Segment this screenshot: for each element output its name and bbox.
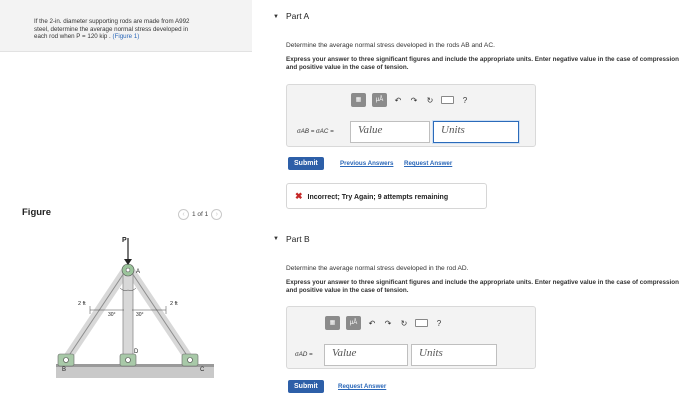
pin-b — [64, 358, 69, 363]
help-icon[interactable]: ? — [436, 318, 442, 328]
figure-link[interactable]: (Figure 1) — [112, 33, 140, 41]
label-a: A — [136, 269, 141, 275]
label-d: D — [134, 349, 139, 355]
part-a-submit-button[interactable]: Submit — [288, 157, 324, 170]
part-a-instruction: Express your answer to three significant figures and include the appropriate units. Enter negative value in the case of compression and positive value in the case of tension. — [286, 56, 679, 71]
keyboard-icon[interactable] — [441, 96, 454, 104]
part-a-request-answer-link[interactable]: Request Answer — [404, 160, 453, 167]
label-b: B — [62, 367, 67, 373]
figure-heading: Figure — [22, 207, 52, 218]
greek-symbols-button[interactable]: μÅ — [346, 316, 361, 330]
joint-a-pin — [126, 268, 130, 272]
redo-icon[interactable]: ↷ — [384, 318, 392, 328]
part-a-collapse-icon[interactable]: ▼ — [273, 14, 279, 20]
truss-figure — [50, 232, 220, 382]
problem-text-line-1: If the 2-in. diameter supporting rods are made from A992 — [34, 18, 190, 25]
label-c: C — [200, 367, 205, 373]
templates-icon[interactable]: ▦ — [351, 93, 366, 107]
keyboard-icon[interactable] — [415, 319, 428, 327]
problem-text-line-2: steel, determine the average normal stress developed in — [34, 25, 189, 33]
label-left-len: 2 ft — [78, 301, 86, 307]
redo-icon[interactable]: ↷ — [410, 95, 418, 105]
part-b-answer-box — [286, 306, 536, 369]
figure-pager — [178, 209, 222, 220]
part-b-submit-button[interactable]: Submit — [288, 380, 324, 393]
load-arrow-head — [124, 259, 132, 265]
help-icon[interactable]: ? — [462, 95, 468, 105]
part-b-request-answer-link[interactable]: Request Answer — [338, 383, 387, 390]
part-b-collapse-icon[interactable]: ▼ — [273, 236, 279, 242]
part-b-question: Determine the average normal stress developed in the rod AD. — [286, 265, 469, 272]
pin-d — [126, 358, 131, 363]
part-b-value-input[interactable]: Value — [324, 344, 408, 366]
part-b-toolbar — [325, 316, 444, 330]
part-a-feedback-text: Incorrect; Try Again; 9 attempts remaining — [307, 194, 449, 201]
rod-ad — [123, 272, 133, 362]
chevron-right-icon[interactable]: › — [211, 209, 222, 220]
part-b-instruction: Express your answer to three significant figures and include the appropriate units. Enter negative value in the case of compression and positive value in the case of tension. — [286, 279, 679, 294]
part-b-title[interactable]: Part B — [286, 234, 310, 244]
part-b-variable-label: σAD = — [295, 351, 313, 358]
chevron-left-icon[interactable]: ‹ — [178, 209, 189, 220]
templates-icon[interactable]: ▦ — [325, 316, 340, 330]
part-a-toolbar — [351, 93, 470, 107]
problem-text-line-3-text: each rod when P = 120 kip . — [34, 33, 111, 41]
label-right-len: 2 ft — [170, 301, 178, 307]
label-right-angle: 30° — [136, 312, 144, 318]
problem-panel — [0, 0, 252, 407]
part-a-feedback — [286, 183, 487, 209]
label-left-angle: 30° — [108, 312, 116, 318]
rod-ab-edge — [66, 270, 126, 360]
part-a-value-input[interactable]: Value — [350, 121, 430, 143]
part-a-units-input[interactable]: Units — [433, 121, 519, 143]
pin-c — [188, 358, 193, 363]
problem-text-line-3 — [34, 33, 252, 41]
greek-symbols-button[interactable]: μÅ — [372, 93, 387, 107]
problem-statement — [0, 0, 252, 52]
part-a-answer-box — [286, 84, 536, 147]
undo-icon[interactable]: ↶ — [368, 318, 376, 328]
ground — [56, 366, 214, 378]
part-a-previous-answers-link[interactable]: Previous Answers — [340, 160, 394, 167]
label-p: P — [122, 237, 127, 244]
part-a-variable-label: σAB = σAC = — [297, 128, 334, 135]
part-a-question: Determine the average normal stress developed in the rods AB and AC. — [286, 42, 495, 49]
reset-icon[interactable]: ↻ — [400, 318, 408, 328]
incorrect-x-icon: ✖ — [295, 191, 303, 201]
part-a-title[interactable]: Part A — [286, 11, 310, 21]
figure-page-count: 1 of 1 — [192, 211, 209, 218]
reset-icon[interactable]: ↻ — [426, 95, 434, 105]
undo-icon[interactable]: ↶ — [394, 95, 402, 105]
part-b-units-input[interactable]: Units — [411, 344, 497, 366]
